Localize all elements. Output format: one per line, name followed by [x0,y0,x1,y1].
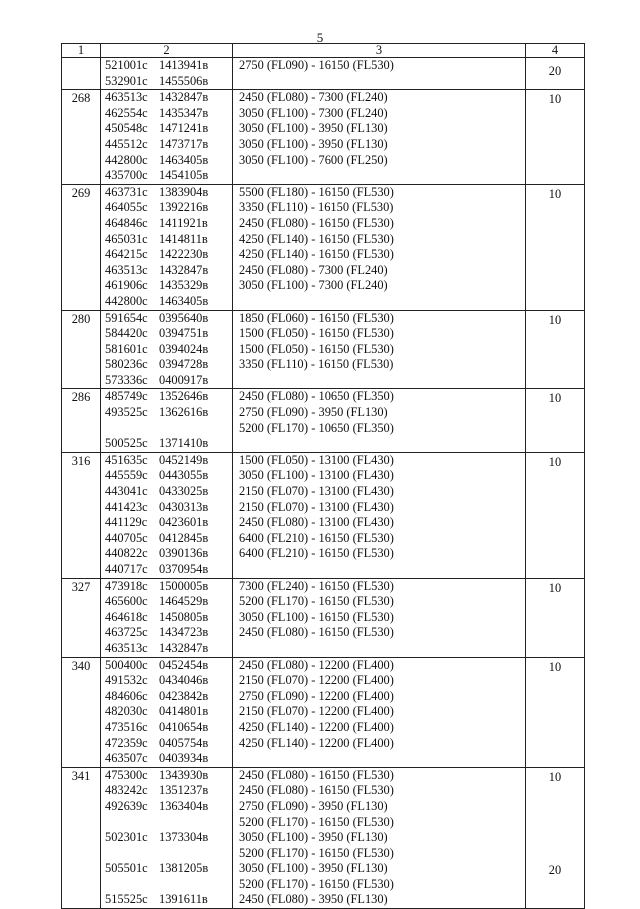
coordinates-cell [101,767,233,908]
longitude: 1371410в [159,436,209,451]
coordinates-cell [101,184,233,310]
latitude: 532901с [105,73,148,88]
level-range: 2450 (FL080) - 7300 (FL240) [239,90,388,105]
latitude: 463513с [105,90,148,105]
coordinate-line [105,311,232,327]
table-row [62,578,585,657]
coordinates-cell [101,310,233,389]
level-range: 3050 (FL100) - 3950 (FL130) [239,830,388,845]
coordinate-line [105,168,232,184]
level-range: 2450 (FL080) - 16150 (FL530) [239,215,394,230]
coordinate-line [105,373,232,389]
latitude: 440717с [105,562,148,576]
longitude: 1363404в [159,798,209,813]
level-range: 2150 (FL070) - 13100 (FL430) [239,484,394,499]
level-range: 5500 (FL180) - 16150 (FL530) [239,184,394,199]
latitude: 461906с [105,278,148,293]
longitude: 0430313в [159,499,209,514]
level-range: 2450 (FL080) - 12200 (FL400) [239,657,394,672]
longitude: 1414811в [159,231,208,246]
coordinate-line [105,861,232,877]
latitude: 465031с [105,231,148,246]
table-row [62,767,585,908]
coordinate-line [105,153,232,169]
longitude: 0400917в [159,372,209,387]
category-value: 10 [548,391,562,406]
longitude: 1432847в [159,640,209,655]
table-row [62,657,585,767]
longitude: 1381205в [159,861,209,876]
latitude: 482030с [105,704,148,719]
level-range: 3050 (FL100) - 3950 (FL130) [239,136,388,151]
latitude: 463507с [105,751,148,766]
coordinate-line [105,641,232,657]
table-row [62,389,585,452]
level-range: 1500 (FL050) - 16150 (FL530) [239,341,394,356]
level-range: 4250 (FL140) - 16150 (FL530) [239,231,394,246]
coordinate-line [105,278,232,294]
category-value [526,799,584,815]
coordinate-line [105,90,232,106]
latitude: 463513с [105,640,148,655]
table-row [62,310,585,389]
levels-cell [233,578,526,657]
latitude: 502301с [105,830,148,845]
longitude: 1422230в [159,247,209,262]
category-value [526,783,584,799]
level-range: 3350 (FL110) - 16150 (FL530) [239,357,394,372]
coordinate-line [105,846,232,862]
coordinate-line [105,216,232,232]
coordinate-line [105,405,232,421]
longitude: 1352646в [159,389,209,404]
category-cell [526,657,585,767]
coordinate-line [105,610,232,626]
level-range: 1500 (FL050) - 13100 (FL430) [239,452,394,467]
coordinate-line [105,121,232,137]
coordinate-line [105,263,232,279]
latitude: 500400с [105,657,148,672]
level-range: 2450 (FL080) - 16150 (FL530) [239,783,394,798]
level-range: 2750 (FL090) - 3950 (FL130) [239,405,388,420]
category-value: 10 [548,769,562,784]
level-range: 4250 (FL140) - 12200 (FL400) [239,735,394,750]
latitude: 442800с [105,152,148,167]
header-row [62,44,585,58]
coordinate-line [105,736,232,752]
zone-number: 268 [62,90,101,185]
coordinate-line [105,247,232,263]
coordinates-cell [101,90,233,185]
level-range: 5200 (FL170) - 16150 (FL530) [239,594,394,609]
category-value [526,846,584,862]
coordinate-line [105,751,232,767]
latitude: 464618с [105,609,148,624]
coordinate-line [105,720,232,736]
latitude: 435700с [105,168,148,183]
longitude: 1463405в [159,293,209,308]
longitude: 0390136в [159,546,209,561]
longitude: 1464529в [159,594,209,609]
longitude: 1383904в [159,184,209,199]
latitude: 475300с [105,767,148,782]
zone-number: 280 [62,310,101,389]
table-row [62,90,585,185]
level-range: 2450 (FL080) - 16150 (FL530) [239,625,394,640]
category-cell [526,90,585,185]
longitude: 0394751в [159,326,209,341]
longitude: 0412845в [159,530,209,545]
latitude: 441129с [105,515,148,530]
coordinate-line [105,294,232,310]
longitude: 1434723в [159,625,209,640]
coordinate-line [105,562,232,578]
zone-number: 341 [62,767,101,908]
longitude: 0443055в [159,468,209,483]
latitude: 440822с [105,546,148,561]
latitude: 440705с [105,530,148,545]
coordinate-line [105,658,232,674]
coordinate-line [105,389,232,405]
coordinates-cell [101,58,233,90]
latitude: 473516с [105,719,148,734]
level-range: 3350 (FL110) - 16150 (FL530) [239,200,394,215]
latitude: 580236с [105,357,148,372]
level-range: 5200 (FL170) - 16150 (FL530) [239,876,394,891]
latitude: 463513с [105,262,148,277]
longitude: 1471241в [159,121,209,136]
category-value: 10 [548,659,562,674]
levels-cell [233,310,526,389]
zone-number: 340 [62,657,101,767]
coordinate-line [105,877,232,893]
longitude: 1500005в [159,578,209,593]
zone-number: 286 [62,389,101,452]
coordinate-line [105,594,232,610]
latitude: 491532с [105,673,148,688]
longitude: 0423601в [159,515,209,530]
longitude: 1455506в [159,73,209,88]
coordinate-line [105,58,232,74]
coordinate-line [105,531,232,547]
category-cell [526,58,585,90]
latitude: 464846с [105,215,148,230]
level-range: 3050 (FL100) - 3950 (FL130) [239,861,388,876]
category-value [526,830,584,846]
category-cell [526,184,585,310]
page-number: 5 [316,30,324,45]
longitude: 1435347в [159,105,209,120]
category-value: 10 [548,186,562,201]
latitude: 464215с [105,247,148,262]
coordinate-line [105,436,232,452]
zone-number [62,58,101,90]
longitude: 0433025в [159,484,209,499]
col-header-3: 3 [233,44,526,58]
level-range: 3050 (FL100) - 16150 (FL530) [239,609,394,624]
coordinate-line [105,546,232,562]
category-value: 10 [548,312,562,327]
latitude: 483242с [105,783,148,798]
category-value [526,815,584,831]
levels-cell [233,452,526,578]
latitude: 465600с [105,594,148,609]
level-range: 2150 (FL070) - 12200 (FL400) [239,673,394,688]
longitude: 0395640в [159,310,209,325]
coordinate-line [105,579,232,595]
coordinate-line [105,815,232,831]
longitude: 1362616в [159,405,209,420]
latitude: 500525с [105,436,148,451]
coordinate-line [105,468,232,484]
latitude: 445559с [105,468,148,483]
latitude: 450548с [105,121,148,136]
latitude: 581601с [105,341,148,356]
latitude: 441423с [105,499,148,514]
coordinates-cell [101,452,233,578]
coordinate-line [105,799,232,815]
category-value: 20 [548,64,562,78]
latitude: 584420с [105,326,148,341]
level-range: 2150 (FL070) - 12200 (FL400) [239,704,394,719]
category-cell [526,767,585,908]
coordinate-line [105,106,232,122]
longitude: 1391611в [159,892,208,907]
level-range: 1500 (FL050) - 16150 (FL530) [239,326,394,341]
coordinate-line [105,892,232,908]
coordinate-line [105,704,232,720]
levels-cell [233,389,526,452]
level-range: 6400 (FL210) - 16150 (FL530) [239,530,394,545]
coordinate-line [105,500,232,516]
level-range: 3050 (FL100) - 3950 (FL130) [239,121,388,136]
col-header-2: 2 [101,44,233,58]
level-range: 4250 (FL140) - 12200 (FL400) [239,719,394,734]
longitude: 0414801в [159,704,209,719]
level-range: 3050 (FL100) - 7600 (FL250) [239,152,388,167]
category-cell [526,578,585,657]
level-range: 2750 (FL090) - 12200 (FL400) [239,688,394,703]
zone-number: 269 [62,184,101,310]
category-cell [526,310,585,389]
category-cell [526,389,585,452]
level-range: 2750 (FL090) - 16150 (FL530) [239,58,394,72]
latitude: 451635с [105,452,148,467]
coordinate-line [105,783,232,799]
latitude: 515525с [105,892,148,907]
category-value: 10 [548,92,562,107]
coordinate-line [105,689,232,705]
latitude: 473918с [105,578,148,593]
level-range: 2450 (FL080) - 16150 (FL530) [239,767,394,782]
zone-number: 316 [62,452,101,578]
table-row [62,184,585,310]
longitude: 1473717в [159,136,209,151]
coordinate-line [105,421,232,437]
longitude: 0394024в [159,341,209,356]
latitude: 463725с [105,625,148,640]
level-range: 7300 (FL240) - 16150 (FL530) [239,578,394,593]
table-row [62,452,585,578]
latitude: 505501с [105,861,148,876]
coordinate-line [105,357,232,373]
longitude: 0403934в [159,751,209,766]
longitude: 0405754в [159,735,209,750]
category-value: 10 [548,580,562,595]
longitude: 1454105в [159,168,209,183]
levels-cell [233,90,526,185]
coordinate-line [105,326,232,342]
category-cell [526,452,585,578]
table-row [62,58,585,90]
level-range: 2750 (FL090) - 3950 (FL130) [239,798,388,813]
coordinate-line [105,137,232,153]
longitude: 1413941в [159,58,209,72]
zone-number: 327 [62,578,101,657]
latitude: 464055с [105,200,148,215]
coordinates-cell [101,657,233,767]
coordinates-cell [101,578,233,657]
longitude: 0370954в [159,562,209,576]
latitude: 573336с [105,372,148,387]
level-range: 2450 (FL080) - 7300 (FL240) [239,262,388,277]
level-range: 5200 (FL170) - 10650 (FL350) [239,420,394,435]
coordinate-line [105,232,232,248]
latitude: 472359с [105,735,148,750]
levels-cell [233,184,526,310]
longitude: 1450805в [159,609,209,624]
longitude: 1373304в [159,830,209,845]
coordinate-line [105,453,232,469]
category-value: 20 [548,863,562,878]
longitude: 1463405в [159,152,209,167]
col-header-4: 4 [526,44,585,58]
coordinate-line [105,74,232,90]
longitude: 1432847в [159,90,209,105]
level-range: 6400 (FL210) - 16150 (FL530) [239,546,394,561]
longitude: 0423842в [159,688,209,703]
level-range: 5200 (FL170) - 16150 (FL530) [239,845,394,860]
level-range: 3050 (FL100) - 7300 (FL240) [239,278,388,293]
category-value: 10 [548,454,562,469]
level-range: 2450 (FL080) - 3950 (FL130) [239,892,388,907]
coordinate-line [105,515,232,531]
latitude: 485749с [105,389,148,404]
longitude: 1411921в [159,215,208,230]
latitude: 493525с [105,405,148,420]
level-range: 5200 (FL170) - 16150 (FL530) [239,814,394,829]
level-range: 2150 (FL070) - 13100 (FL430) [239,499,394,514]
longitude: 1435329в [159,278,209,293]
levels-cell [233,58,526,90]
longitude: 0410654в [159,719,209,734]
levels-cell [233,767,526,908]
latitude: 484606с [105,688,148,703]
coordinate-line [105,484,232,500]
longitude: 1343930в [159,767,209,782]
level-range: 3050 (FL100) - 13100 (FL430) [239,468,394,483]
longitude: 0434046в [159,673,209,688]
latitude: 443041с [105,484,148,499]
latitude: 445512с [105,136,148,151]
coordinate-line [105,200,232,216]
coordinate-line [105,342,232,358]
coordinate-line [105,673,232,689]
coordinate-line [105,185,232,201]
level-range: 3050 (FL100) - 7300 (FL240) [239,105,388,120]
longitude: 0452454в [159,657,209,672]
latitude: 442800с [105,293,148,308]
level-range: 2450 (FL080) - 10650 (FL350) [239,389,394,404]
latitude: 521001с [105,58,148,72]
coordinate-line [105,625,232,641]
latitude: 591654с [105,310,148,325]
latitude: 492639с [105,798,148,813]
level-range: 1850 (FL060) - 16150 (FL530) [239,310,394,325]
longitude: 0394728в [159,357,209,372]
airspace-table [61,43,585,909]
longitude: 1432847в [159,262,209,277]
longitude: 1392216в [159,200,209,215]
coordinate-line [105,768,232,784]
latitude: 462554с [105,105,148,120]
coordinate-line [105,830,232,846]
level-range: 4250 (FL140) - 16150 (FL530) [239,247,394,262]
longitude: 1351237в [159,783,209,798]
coordinates-cell [101,389,233,452]
longitude: 0452149в [159,452,209,467]
level-range: 2450 (FL080) - 13100 (FL430) [239,515,394,530]
col-header-1: 1 [62,44,101,58]
latitude: 463731с [105,184,148,199]
levels-cell [233,657,526,767]
